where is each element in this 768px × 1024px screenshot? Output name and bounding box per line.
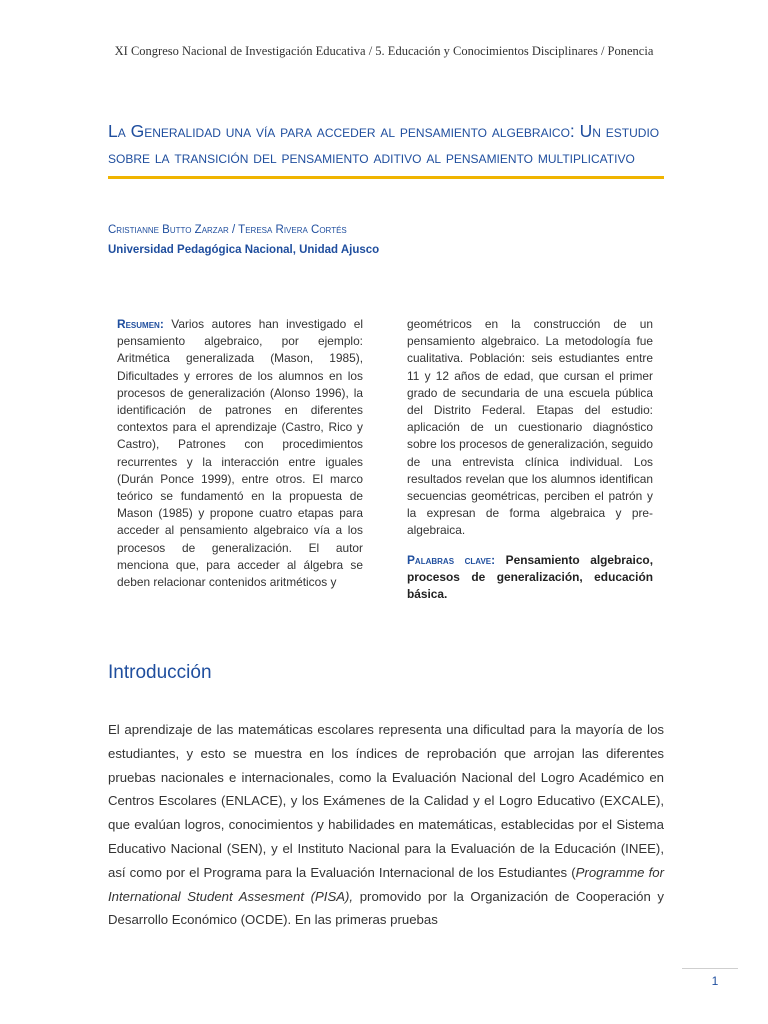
intro-paragraph — [108, 718, 664, 932]
abstract — [117, 316, 653, 603]
abstract-label: Resumen: — [117, 317, 164, 331]
section-heading-introduccion: Introducción — [108, 662, 212, 683]
intro-text-part1: El aprendizaje de las matemáticas escolares representa una dificultad para la mayoría de los estudiantes, y esto se muestra en los índices de reprobación que arrojan las diferentes pruebas nacionales e internacionales, como la Evaluación Nacional del Logro Académico en Centros Escolares (ENLACE), y los Exámenes de la Calidad y el Logro Educativo (EXCALE), que evalúan logros, conocimientos y habilidades en matemáticas, establecidas por el Sistema Educativo Nacional (SEN), y el Instituto Nacional para la Evaluación de la Educación (INEE), así como por el Programa para la Evaluación Internacional de los Estudiantes ( — [108, 722, 664, 880]
abstract-paragraph-continued — [407, 316, 653, 540]
abstract-text-col1: Varios autores han investigado el pensamiento algebraico, por ejemplo: Aritmética generalizada (Mason, 1985), Dificultades y errores de los alumnos en los procesos de generalización (Alonso 1996), la identificación de patrones en diferentes contextos para el aprendizaje (Castro, Rico y Castro), Patrones con procedimientos recurrentes y la interacción entre iguales (Durán Ponce 1999), entre otros. El marco teórico se fundamentó en la propuesta de Mason (1985) y propone cuatro etapas para acceder al pensamiento algebraico vía a los procesos de generalización. El autor menciona que, para acceder al álgebra se deben relacionar contenidos aritméticos y — [117, 317, 363, 590]
abstract-paragraph — [117, 316, 363, 591]
running-head: XI Congreso Nacional de Investigación Educativa / 5. Educación y Conocimientos Disciplinares / Ponencia — [114, 44, 654, 58]
page-number-rule — [682, 968, 738, 969]
title-divider — [108, 176, 664, 179]
paper-title: La Generalidad una vía para acceder al pensamiento algebraico: Un estudio sobre la transición del pensamiento aditivo al pensamiento multiplicativo — [108, 121, 660, 167]
keywords-label: Palabras clave: — [407, 552, 496, 567]
page-number: 1 — [711, 974, 719, 988]
title-block — [108, 118, 664, 179]
intro-text-italic: Programme for International Student Assesment (PISA), — [108, 864, 664, 904]
authors: Cristianne Butto Zarzar / Teresa Rivera Cortés — [108, 224, 347, 236]
intro-text-part2: promovido por la Organización de Cooperación y Desarrollo Económico (OCDE). En las primeras pruebas — [108, 888, 664, 928]
affiliation: Universidad Pedagógica Nacional, Unidad Ajusco — [108, 244, 380, 256]
keywords — [407, 552, 653, 604]
abstract-text-col2: geométricos en la construcción de un pensamiento algebraico. La metodología fue cualitativa. Población: seis estudiantes entre 11 y 12 años de edad, que cursan el primer grado de secundaria de una escuela pública del Distrito Federal. Etapas del estudio: aplicación de un cuestionario diagnóstico sobre los procesos de generalización, seguido de una entrevista clínica individual. Los resultados revelan que los alumnos identifican secuencias geométricas, perciben el patrón y la expresan de forma algebraica y pre-algebraica. — [407, 317, 653, 538]
keywords-text: Pensamiento algebraico, procesos de generalización, educación básica. — [407, 552, 654, 602]
